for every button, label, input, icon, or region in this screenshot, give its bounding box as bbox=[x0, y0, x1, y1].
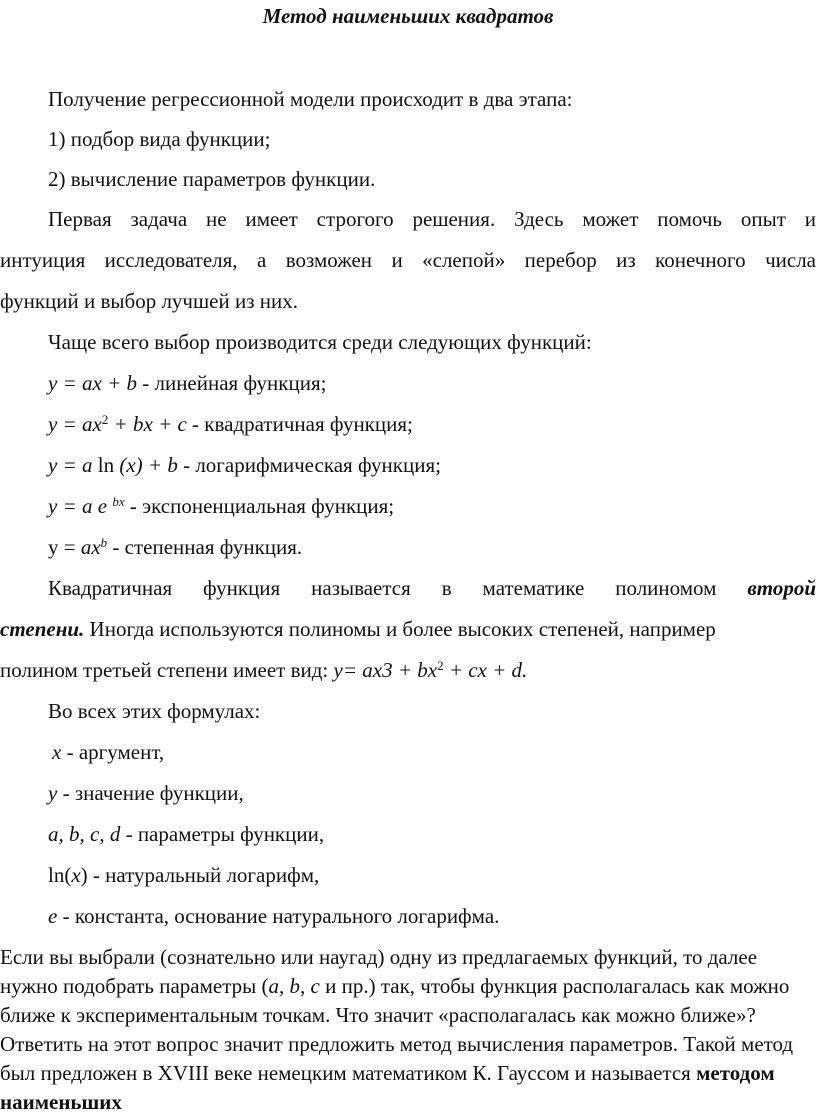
symbols: a, b, c bbox=[268, 974, 320, 998]
text: Если вы выбрали (сознательно или наугад) одну из предлагаемых функций, то далее нужно подобрать параметры ( bbox=[0, 945, 758, 998]
page-title: Метод наименьших квадратов bbox=[262, 4, 554, 28]
formula: y = ax + b bbox=[48, 371, 137, 395]
symbol: y bbox=[48, 781, 58, 805]
function-power bbox=[48, 533, 302, 561]
exponent: 2 bbox=[101, 412, 109, 427]
formula-part: y = a e bbox=[48, 494, 113, 518]
formula-part: + cx + d. bbox=[443, 658, 528, 682]
paragraph-functions-intro: Чаще всего выбор производится среди следующих функций: bbox=[48, 330, 592, 354]
formula-part: y = ax bbox=[48, 412, 102, 436]
description: - значение функции, bbox=[57, 781, 244, 805]
function-exp bbox=[48, 492, 394, 520]
paragraph-definitions-intro: Во всех этих формулах: bbox=[48, 699, 261, 723]
definition-ln bbox=[48, 861, 319, 889]
text: Иногда используются полиномы и более высоких степеней, например bbox=[84, 617, 716, 641]
formula-part: + bx + c bbox=[108, 412, 187, 436]
description: - степенная функция. bbox=[107, 535, 303, 559]
formula-part: (x) + b bbox=[119, 453, 178, 477]
function-linear bbox=[48, 369, 326, 397]
symbol: a, b, c, d bbox=[48, 822, 121, 846]
symbol: e bbox=[48, 904, 58, 928]
symbol: x bbox=[71, 863, 81, 887]
ln-operator: ln bbox=[92, 453, 120, 477]
description: - параметры функции, bbox=[120, 822, 325, 846]
description: - экспоненциальная функция; bbox=[124, 494, 395, 518]
text: ln( bbox=[48, 863, 72, 887]
description: - константа, основание натурального логарифма. bbox=[57, 904, 500, 928]
paragraph-4-line-1 bbox=[0, 574, 816, 602]
paragraph-4-line-2 bbox=[0, 615, 716, 643]
paragraph-intro: Получение регрессионной модели происходит в два этапа: bbox=[48, 87, 573, 111]
final-paragraph bbox=[0, 943, 816, 1117]
emphasis: степени. bbox=[0, 617, 85, 641]
text: и пр.) так, чтобы функция располагалась как можно ближе к экспериментальным точкам. Что значит «располагалась как можно ближе»? Ответить на этот вопрос значит предложить метод вычисления параметров. Такой метод был предложен в XVIII веке немецким математиком К. Гауссом и называется bbox=[0, 974, 794, 1085]
paragraph-2-line-3: функций и выбор лучшей из них. bbox=[0, 289, 298, 313]
description: ) - натуральный логарифм, bbox=[80, 863, 320, 887]
definition-y bbox=[48, 779, 244, 807]
description: - линейная функция; bbox=[136, 371, 327, 395]
symbol: x bbox=[52, 740, 62, 764]
emphasis: второй bbox=[747, 576, 816, 600]
exponent: b bbox=[100, 535, 108, 550]
emphasis: методом наименьших bbox=[0, 1061, 775, 1114]
definition-x bbox=[52, 738, 164, 766]
step-1: 1) подбор вида функции; bbox=[48, 127, 271, 151]
description: - квадратичная функция; bbox=[186, 412, 413, 436]
formula-part: ax bbox=[80, 535, 101, 559]
formula-part: y = a bbox=[48, 453, 93, 477]
step-2: 2) вычисление параметров функции. bbox=[48, 167, 376, 191]
formula-part: y = bbox=[48, 535, 81, 559]
paragraph-2-line-2: интуиция исследователя, а возможен и «слепой» перебор из конечного числа bbox=[0, 248, 816, 272]
function-quadratic bbox=[48, 410, 413, 438]
paragraph-2-line-1: Первая задача не имеет строгого решения. Здесь может помочь опыт и bbox=[48, 207, 816, 231]
text: Квадратичная функция называется в математике полиномом bbox=[48, 576, 717, 600]
exponent: 2 bbox=[437, 658, 444, 673]
description: - аргумент, bbox=[61, 740, 165, 764]
text: полином третьей степени имеет вид: bbox=[0, 658, 334, 682]
definition-e bbox=[48, 902, 499, 930]
definition-params bbox=[48, 820, 324, 848]
description: - логарифмическая функция; bbox=[177, 453, 441, 477]
function-log bbox=[48, 451, 441, 479]
exponent: bx bbox=[112, 494, 125, 509]
paragraph-4-line-3 bbox=[0, 656, 527, 684]
formula-part: y= ax3 + bx bbox=[333, 658, 438, 682]
